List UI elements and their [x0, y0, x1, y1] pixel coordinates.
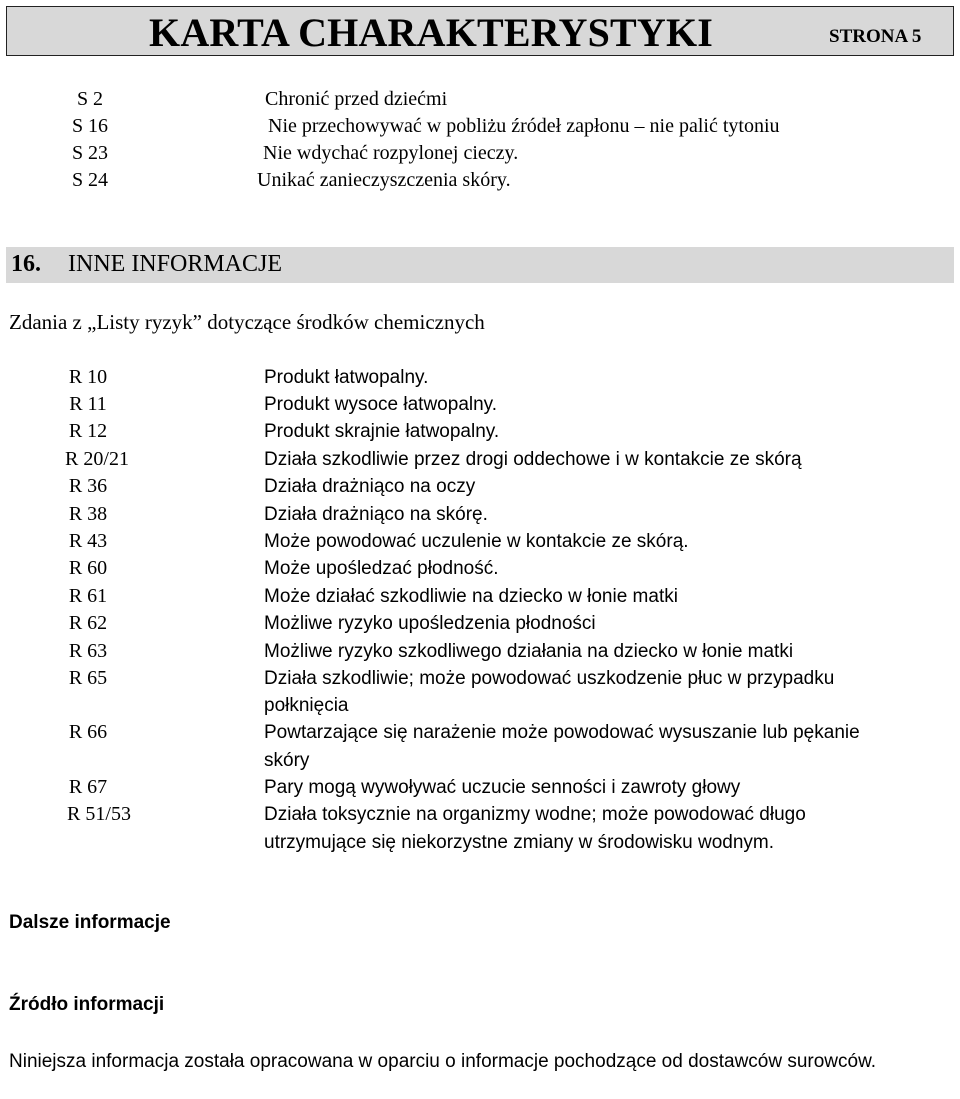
section-16-header: [6, 247, 954, 283]
s-phrase-text: Chronić przed dziećmi: [265, 88, 448, 110]
source-info-text: Niniejsza informacja została opracowana w oparciu o informacje pochodzące od dostawców surowców.: [9, 1051, 877, 1072]
r-phrase-text: Pary mogą wywoływać uczucie senności i zawroty głowy: [264, 777, 741, 798]
s-phrase-code: S 16: [71, 115, 109, 137]
r-phrase-text: Działa toksycznie na organizmy wodne; może powodować długo: [264, 804, 806, 825]
r-phrase-code: R 65: [68, 667, 108, 689]
r-phrase-text: Może powodować uczulenie w kontakcie ze skórą.: [264, 531, 689, 552]
s-phrase-code: S 24: [71, 169, 109, 191]
r-phrase-code: R 67: [68, 776, 108, 798]
risk-list-intro: Zdania z „Listy ryzyk” dotyczące środków chemicznych: [9, 310, 485, 334]
r-phrase-code: R 61: [68, 585, 108, 607]
section-title: INNE INFORMACJE: [68, 251, 283, 277]
r-phrase-code: R 11: [69, 393, 107, 415]
r-phrase-code: R 60: [68, 557, 108, 579]
s-phrase-text: Unikać zanieczyszczenia skóry.: [257, 169, 511, 191]
r-phrase-text: Może upośledzać płodność.: [264, 558, 499, 579]
page-number: STRONA 5: [829, 26, 922, 47]
s-phrase-code: S 23: [71, 142, 109, 164]
r-phrase-code: R 38: [68, 503, 108, 525]
r-phrase-text: Powtarzające się narażenie może powodować wysuszanie lub pękanie: [264, 722, 860, 743]
r-phrase-text: Możliwe ryzyko szkodliwego działania na dziecko w łonie matki: [264, 641, 794, 662]
s-phrase-text: Nie przechowywać w pobliżu źródeł zapłonu – nie palić tytoniu: [268, 115, 780, 137]
r-phrase-text: Działa szkodliwie przez drogi oddechowe i w kontakcie ze skórą: [264, 449, 802, 470]
r-phrase-text: Działa szkodliwie; może powodować uszkodzenie płuc w przypadku: [264, 668, 835, 689]
r-phrase-code: R 62: [68, 612, 108, 634]
r-phrase-text: Produkt skrajnie łatwopalny.: [264, 421, 500, 442]
r-phrase-text-continued: utrzymujące się niekorzystne zmiany w środowisku wodnym.: [264, 832, 775, 853]
r-phrase-text: Działa drażniąco na oczy: [264, 476, 476, 497]
r-phrase-text: Może działać szkodliwie na dziecko w łonie matki: [264, 586, 678, 607]
r-phrase-text-continued: połknięcia: [264, 695, 349, 716]
r-phrase-text: Możliwe ryzyko upośledzenia płodności: [264, 613, 596, 634]
section-number: 16.: [11, 251, 41, 277]
source-info-heading: Źródło informacji: [9, 994, 165, 1015]
s-phrase-text: Nie wdychać rozpylonej cieczy.: [263, 142, 519, 164]
further-info-heading: Dalsze informacje: [9, 912, 171, 933]
r-phrase-code: R 36: [68, 475, 108, 497]
r-phrase-code: R 43: [68, 530, 108, 552]
r-phrase-code: R 10: [68, 366, 108, 388]
r-phrase-code: R 63: [68, 640, 108, 662]
r-phrase-text-continued: skóry: [264, 750, 310, 771]
r-phrase-text: Produkt wysoce łatwopalny.: [264, 394, 498, 415]
document-title: KARTA CHARAKTERYSTYKI: [149, 10, 714, 55]
r-phrase-code: R 20/21: [65, 448, 129, 470]
page-header: [6, 6, 954, 56]
r-phrase-text: Produkt łatwopalny.: [264, 367, 429, 388]
r-phrase-code: R 12: [68, 420, 108, 442]
r-phrase-code: R 66: [68, 721, 108, 743]
s-phrase-code: S 2: [76, 88, 104, 110]
r-phrase-code: R 51/53: [67, 803, 131, 825]
r-phrase-text: Działa drażniąco na skórę.: [264, 504, 488, 525]
